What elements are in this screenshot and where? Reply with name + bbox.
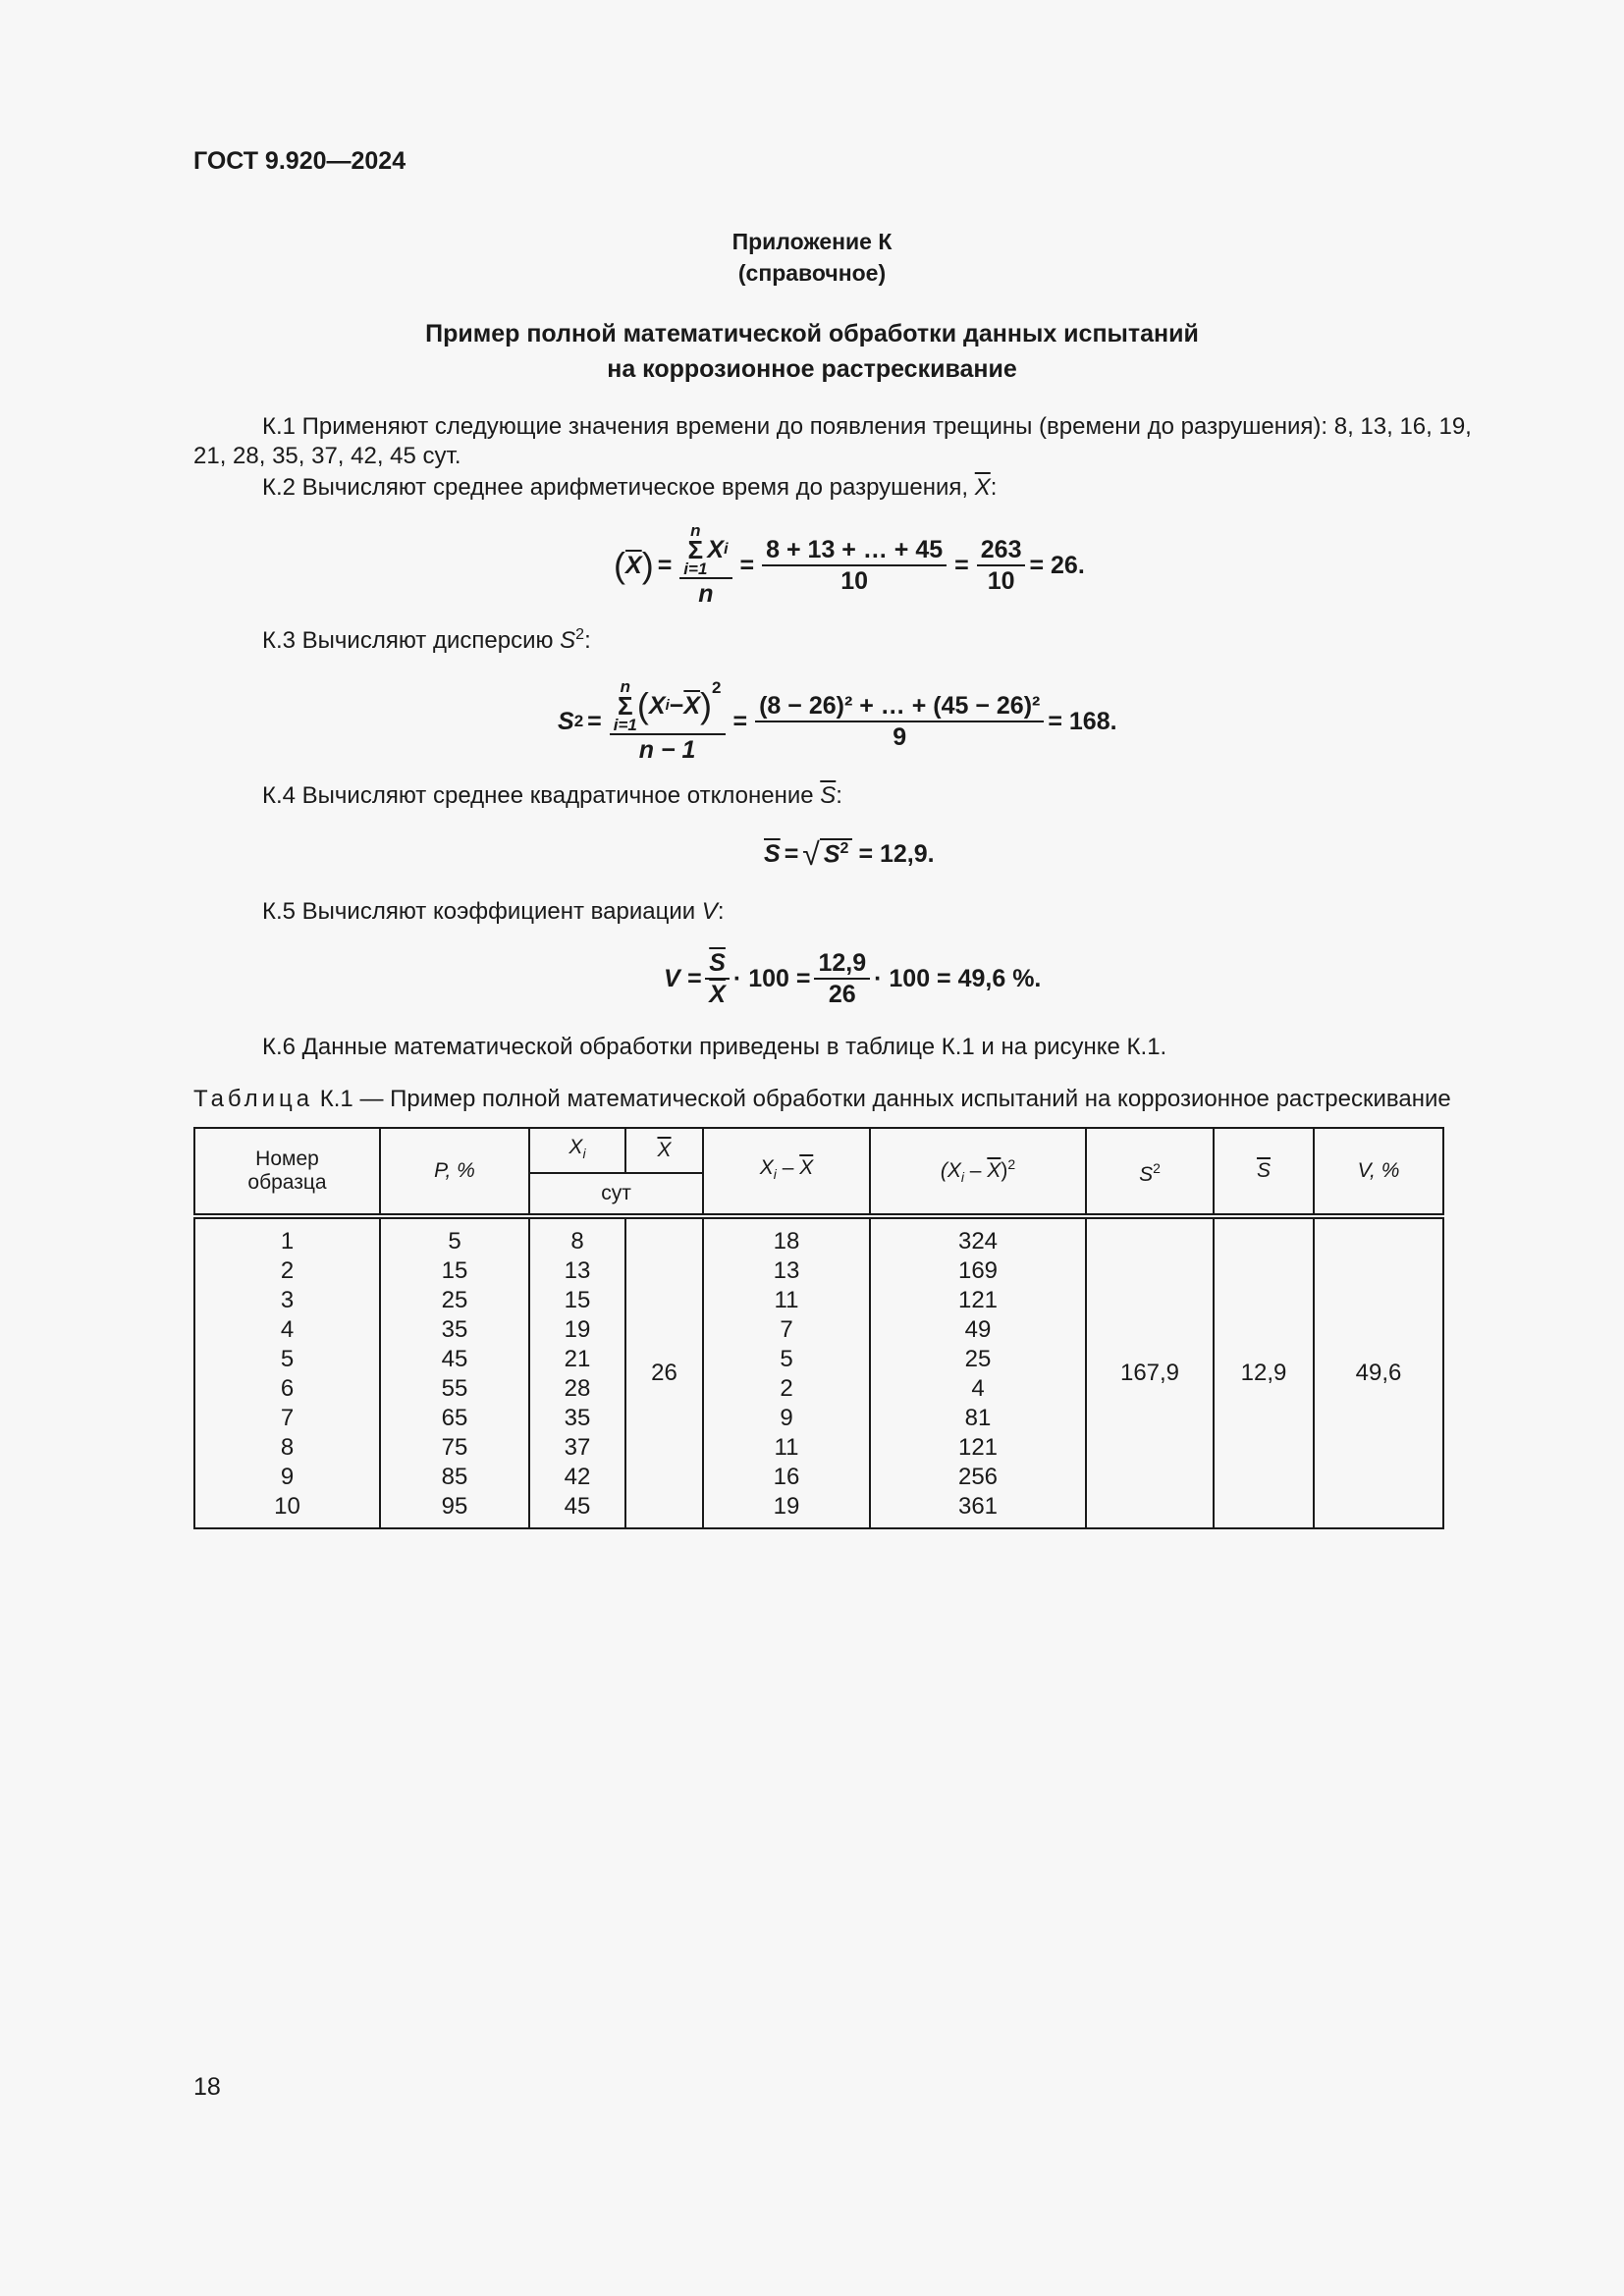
section-k3: [262, 620, 591, 656]
f1-fraction2: [762, 535, 947, 596]
xi-label: X: [568, 1135, 583, 1158]
f2-result: = 168.: [1048, 707, 1117, 735]
diff-bar: $\overline{X}$: [799, 1155, 814, 1179]
table-cell: 35: [564, 1405, 591, 1431]
table-cell: 11: [774, 1434, 799, 1461]
table-cell: 21: [564, 1346, 591, 1372]
s2-sup: 2: [1153, 1159, 1161, 1176]
f4-lhs: V =: [664, 964, 702, 992]
col-sample: [194, 1216, 380, 1528]
v-symbol: V: [701, 898, 718, 925]
section-k5-text: К.5 Вычисляют коэффициент вариации: [262, 898, 702, 925]
table-cell: 45: [441, 1346, 468, 1372]
table-cell: 95: [441, 1493, 468, 1520]
col-p: [380, 1216, 529, 1528]
table-cell: 11: [774, 1287, 799, 1313]
table-cell: 9: [280, 1464, 295, 1490]
table-cell: 49: [964, 1316, 992, 1343]
table-cell: 2: [280, 1257, 295, 1284]
table-cell: 37: [564, 1434, 591, 1461]
section-k6: К.6 Данные математической обработки приведены в таблице К.1 и на рисунке К.1.: [262, 1034, 1167, 1060]
sum-symbol: [614, 678, 637, 733]
appendix-title: Приложение К: [731, 229, 893, 254]
f1-lhs: $\overline{X}$: [625, 551, 642, 579]
col-xi: [529, 1216, 625, 1528]
equals: =: [739, 551, 755, 579]
sum-top: n: [690, 521, 701, 540]
table-cell: 28: [564, 1375, 591, 1402]
equals: =: [954, 551, 969, 579]
table-cell: 4: [280, 1316, 295, 1343]
equals: =: [732, 707, 748, 735]
table-cell: 3: [280, 1287, 295, 1313]
sum-bottom: i=1: [613, 716, 637, 734]
f2-xbar: $\overline{X}$: [683, 692, 701, 720]
table-cell: 35: [441, 1316, 468, 1343]
main-title-line2: на коррозионное растрескивание: [607, 355, 1017, 383]
f1-fraction1: [679, 522, 731, 609]
header-xbar: [625, 1128, 703, 1173]
header-s2: [1086, 1128, 1214, 1216]
table-cell: 324: [957, 1228, 999, 1255]
f3-lhs: $\overline{S}$: [764, 839, 781, 868]
caption-text: К.1 — Пример полной математической обработки данных испытаний на коррозионное растрескивание: [313, 1086, 1451, 1112]
table-cell: 7: [780, 1316, 793, 1343]
equals: =: [657, 551, 673, 579]
f4-den2: 26: [828, 981, 856, 1008]
table-cell: 65: [441, 1405, 468, 1431]
sq-sup: 2: [1007, 1156, 1016, 1173]
main-title: [0, 316, 1624, 387]
f2-num2: (8 − 26)² + … + (45 − 26)²: [755, 691, 1044, 722]
sum-bottom: i=1: [683, 560, 708, 578]
f4-fraction2: [814, 948, 870, 1009]
header-sample: Номер образца: [194, 1128, 380, 1216]
table-cell: 18: [773, 1228, 800, 1255]
xbar-label: $\overline{X}$: [657, 1139, 672, 1161]
sq-close: ): [1001, 1159, 1008, 1183]
table-cell: 121: [957, 1287, 999, 1313]
sigma-icon: Σ: [687, 535, 704, 564]
f1-den: n: [698, 580, 714, 608]
data-table: [193, 1127, 1444, 1529]
diff-minus: –: [776, 1155, 800, 1179]
sum-symbol: [683, 522, 707, 577]
formula-mean: [614, 516, 1222, 614]
table-cell: 13: [564, 1257, 591, 1284]
document-code: ГОСТ 9.920—2024: [193, 147, 406, 175]
xi-sub: i: [582, 1146, 586, 1162]
sq-sub: i: [960, 1169, 964, 1186]
xbar-value: 26: [625, 1216, 703, 1528]
sq-minus: –: [963, 1159, 988, 1183]
f3-radicand: [820, 838, 853, 869]
f1-den3: 10: [987, 567, 1015, 595]
table-cell: 15: [441, 1257, 468, 1284]
table-cell: 5: [448, 1228, 461, 1255]
f1-fraction3: [977, 535, 1026, 596]
section-k4-text: К.4 Вычисляют среднее квадратичное отклонение: [262, 782, 821, 809]
section-k5-suffix: :: [717, 898, 725, 925]
header-v: V, %: [1314, 1128, 1443, 1216]
section-k2-suffix: :: [990, 474, 998, 501]
equals: =: [784, 839, 799, 868]
f4-result: · 100 = 49,6 %.: [874, 964, 1042, 992]
page-number: 18: [193, 2073, 221, 2101]
f2-xi-sub: i: [665, 697, 670, 714]
table-cell: 7: [280, 1405, 295, 1431]
formula-variance: [558, 667, 1304, 775]
table-cell: 361: [957, 1493, 999, 1520]
table-body-row: [194, 1216, 1443, 1528]
f2-den: n − 1: [638, 736, 696, 764]
v-value: 49,6: [1314, 1216, 1443, 1528]
header-xi: [529, 1128, 625, 1173]
sum-var: X: [707, 536, 725, 563]
caption-word: Таблица: [193, 1086, 314, 1112]
f2-lhs: S: [558, 707, 574, 735]
f2-fraction2: [755, 691, 1044, 752]
f3-rad-sup: 2: [839, 840, 849, 858]
table-cell: 256: [957, 1464, 999, 1490]
section-k2: [262, 473, 997, 503]
f1-num2: 8 + 13 + … + 45: [762, 535, 947, 566]
paren-close: ): [700, 685, 713, 725]
table-cell: 25: [964, 1346, 992, 1372]
sqrt-icon: √: [802, 835, 820, 872]
formula-stddev: [764, 832, 935, 876]
f2-xi: X: [648, 692, 666, 720]
section-k4: [262, 781, 842, 811]
appendix-heading: [0, 226, 1624, 289]
table-cell: 169: [957, 1257, 999, 1284]
section-k4-suffix: :: [836, 782, 842, 809]
section-k2-text: К.2 Вычисляют среднее арифметическое время до разрушения,: [262, 474, 975, 501]
sq-open: (X: [940, 1159, 961, 1183]
header-p: P, %: [380, 1128, 529, 1216]
paren-close: ): [641, 545, 654, 585]
table-caption: [193, 1085, 1451, 1114]
f3-rad: S: [823, 840, 840, 869]
paren-open: (: [614, 545, 625, 585]
header-row: [194, 1128, 1443, 1173]
col-sq: [870, 1216, 1086, 1528]
section-k1: К.1 Применяют следующие значения времени до появления трещины (времени до разрушения): 8, 13, 16, 19, 21, 28, 35, 37, 42, 45 сут.: [193, 413, 1472, 469]
table-cell: 13: [773, 1257, 800, 1284]
s2-label: S: [1139, 1162, 1154, 1186]
f4-den: X: [709, 981, 726, 1008]
table-cell: 8: [280, 1434, 295, 1461]
table-cell: 9: [780, 1405, 793, 1431]
f2-minus: −: [669, 692, 684, 720]
main-title-line1: Пример полной математической обработки данных испытаний: [425, 320, 1199, 347]
section-k3-suffix: :: [584, 627, 591, 654]
s-symbol: S: [560, 627, 576, 654]
table-cell: 19: [773, 1493, 800, 1520]
f2-fraction1: [610, 678, 726, 765]
sbar-label: $\overline{S}$: [1256, 1159, 1271, 1182]
s2-value: 167,9: [1086, 1216, 1214, 1528]
xbar-symbol: $\overline{X}$: [974, 474, 991, 501]
f4-num2: 12,9: [814, 948, 870, 980]
section-k5: [262, 897, 724, 927]
s-sup: 2: [575, 626, 585, 643]
table-cell: 8: [570, 1228, 584, 1255]
sq-bar: $\overline{X}$: [987, 1159, 1001, 1183]
table-cell: 85: [441, 1464, 468, 1490]
header-diff: [703, 1128, 870, 1216]
f1-num3: 263: [977, 535, 1026, 566]
col-diff: [703, 1216, 870, 1528]
table-cell: 55: [441, 1375, 468, 1402]
f2-sum: [610, 678, 726, 735]
f2-lhs-sup: 2: [573, 712, 584, 730]
sigma-icon: Σ: [618, 691, 633, 721]
f1-result: = 26.: [1029, 551, 1085, 579]
f1-den2: 10: [840, 567, 869, 595]
table-cell: 6: [280, 1375, 295, 1402]
diff-x: X: [759, 1155, 774, 1179]
table-cell: 45: [564, 1493, 591, 1520]
table-cell: 16: [773, 1464, 800, 1490]
table-cell: 25: [441, 1287, 468, 1313]
f2-sup: 2: [712, 678, 722, 697]
table-cell: 5: [280, 1346, 295, 1372]
table-cell: 15: [564, 1287, 591, 1313]
f1-sum: [679, 522, 731, 579]
sbar-value: 12,9: [1214, 1216, 1314, 1528]
f4-num: $\overline{S}$: [705, 948, 730, 980]
table-cell: 121: [957, 1434, 999, 1461]
table-cell: 19: [564, 1316, 591, 1343]
table-cell: 4: [971, 1375, 985, 1402]
table-cell: 42: [564, 1464, 591, 1490]
diff-sub: i: [773, 1166, 777, 1183]
f4-mult: · 100 =: [732, 964, 811, 992]
sum-sub: i: [724, 541, 729, 558]
table-cell: 75: [441, 1434, 468, 1461]
paren-open: (: [636, 685, 649, 725]
f4-fraction1: [705, 948, 730, 1009]
f3-result: = 12,9.: [858, 839, 935, 868]
table-cell: 5: [780, 1346, 793, 1372]
formula-variation: [664, 942, 1041, 1015]
equals: =: [587, 707, 602, 735]
table-cell: 10: [274, 1493, 300, 1520]
f2-den2: 9: [893, 723, 907, 751]
sum-top: n: [620, 677, 631, 696]
header-sq: [870, 1128, 1086, 1216]
header-unit: сут: [529, 1173, 703, 1216]
section-k3-text: К.3 Вычисляют дисперсию: [262, 627, 561, 654]
table-cell: 2: [780, 1375, 793, 1402]
header-sbar: [1214, 1128, 1314, 1216]
table-cell: 81: [964, 1405, 992, 1431]
appendix-type: (справочное): [737, 260, 887, 286]
table-cell: 1: [280, 1228, 295, 1255]
sbar-symbol: $\overline{S}$: [820, 782, 837, 809]
